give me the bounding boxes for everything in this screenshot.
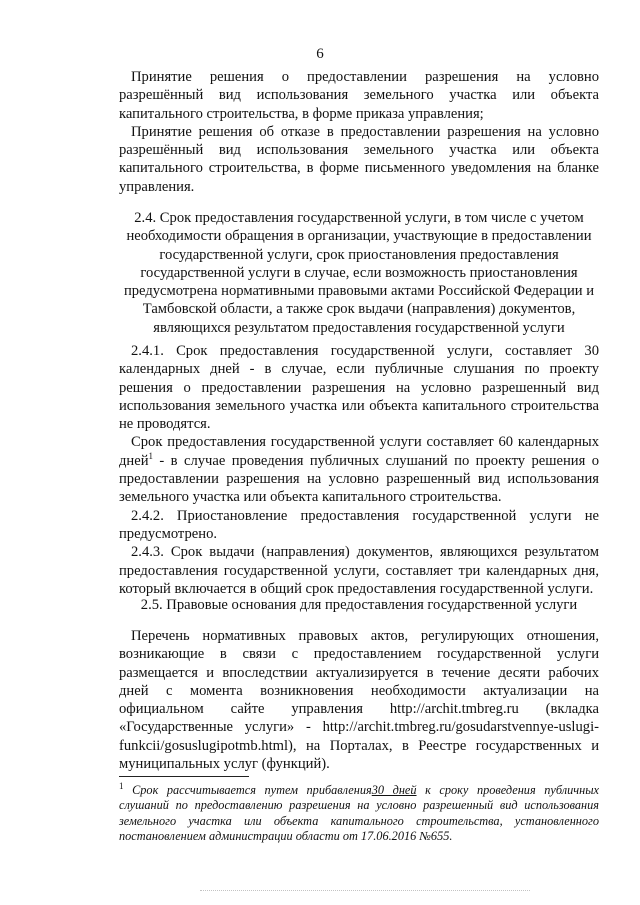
section-2-4-1-b-text: Срок предоставления государственной услуги составляет 60 календарных дней <box>119 434 599 469</box>
decisions-block <box>119 68 599 196</box>
section-2-5-text-block <box>119 627 599 773</box>
section-2-4-1-paragraph-a: 2.4.1. Срок предоставления государственной услуги, составляет 30 календарных дней - в случае, если публичные слушания по проекту решения о предоставлении разрешения на условно разрешенный вид использования земельного участка или объекта капитального строительства не проводятся. <box>119 343 599 433</box>
footnote-marker: 1 <box>119 780 124 791</box>
footnote-separator <box>119 776 249 777</box>
section-2-4-1-paragraph-b <box>119 433 599 506</box>
footnote-text-start: Срок рассчитывается путем прибавления <box>123 783 372 797</box>
footnote-ref: 1 <box>148 450 154 461</box>
section-2-4-heading: 2.4. Срок предоставления государственной услуги, в том числе с учетом необходимости обращения в организации, участвующие в предоставлении государственной услуги, срок приостановления предоставления государственной услуги в случае, если возможность приостановления предусмотрена нормативными правовыми актами Российской Федерации и Тамбовской области, а также срок выдачи (направления) документов, являющихся результатом предоставления государственной услуги <box>123 210 595 336</box>
page-number: 6 <box>316 46 324 62</box>
scan-artifact-line <box>200 890 530 893</box>
section-2-5-heading-block <box>119 596 599 614</box>
decision-refusal-paragraph: Принятие решения об отказе в предоставлении разрешения на условно разрешённый вид использования земельного участка или объекта капитального строительства, в форме письменного уведомления на бланке управления. <box>119 123 599 195</box>
section-2-5-paragraph: Перечень нормативных правовых актов, регулирующих отношения, возникающие в связи с предоставлением государственной услуги размещается и впоследствии актуализируется в течение десяти рабочих дней с момента возникновения необходимости актуализации на официальном сайте управления http://archit.tmbreg.ru (вкладка «Государственные услуги» - http://archit.tmbreg.ru/gosudarstvennye-uslugi-funkcii/gosuslugipotmb.html), на Порталах, в Реестре государственных и муниципальных услуг (функций). <box>119 628 599 773</box>
section-2-5-heading: 2.5. Правовые основания для предоставления государственной услуги <box>140 597 578 613</box>
footnote-text-end: к сроку проведения публичных слушаний по предоставлению разрешения на условно разрешенный вид использования земельного участка или объекта капитального строительства, установленного постановлением администрации области от 17.06.2016 №655. <box>119 783 599 844</box>
section-2-4-2-paragraph: 2.4.2. Приостановление предоставления государственной услуги не предусмотрено. <box>119 507 599 542</box>
section-2-4-3-paragraph: 2.4.3. Срок выдачи (направления) документов, являющихся результатом предоставления государственной услуги, составляет три календарных дня, который включается в общий срок предоставления государственной услуги. <box>119 544 599 597</box>
section-2-4-1-b-rest: - в случае проведения публичных слушаний по проекту решения о предоставлении разрешения на условно разрешенный вид использования земельного участка или объекта капитального строительства. <box>119 452 599 506</box>
section-2-4-block <box>119 209 599 337</box>
section-2-4-details <box>119 342 599 598</box>
decision-grant-paragraph: Принятие решения о предоставлении разрешения на условно разрешённый вид использования земельного участка или объекта капитального строительства, в форме приказа управления; <box>119 69 599 122</box>
footnote <box>119 780 599 845</box>
footnote-underlined-days: 30 дней <box>371 783 417 797</box>
